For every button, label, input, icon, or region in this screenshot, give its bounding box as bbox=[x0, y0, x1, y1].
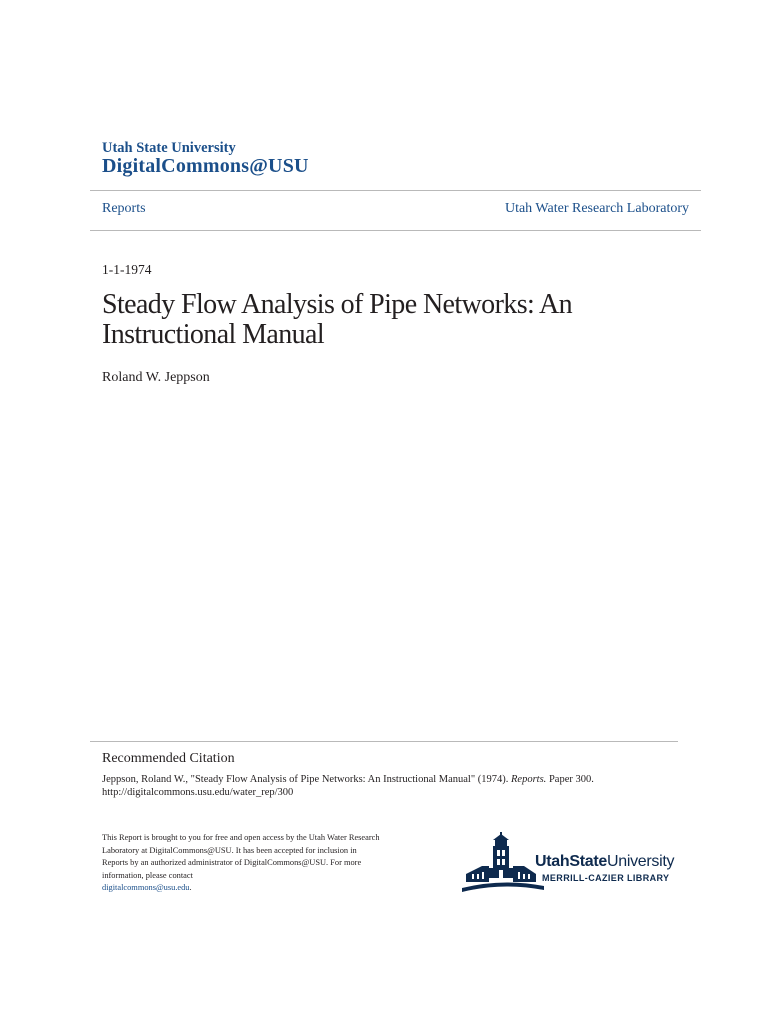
citation-paper: Paper 300. bbox=[546, 774, 594, 785]
header-divider-bottom bbox=[90, 230, 701, 231]
access-notice bbox=[102, 832, 384, 895]
logo-wordmark-bold: UtahState bbox=[535, 853, 607, 870]
logo-wordmark-light: University bbox=[606, 853, 675, 870]
citation-heading: Recommended Citation bbox=[102, 751, 235, 766]
document-author: Roland W. Jeppson bbox=[102, 370, 210, 385]
citation-url[interactable]: http://digitalcommons.usu.edu/water_rep/300 bbox=[102, 787, 294, 798]
header-divider-top bbox=[90, 190, 701, 191]
repository-name[interactable]: DigitalCommons@USU bbox=[102, 155, 309, 177]
citation-divider bbox=[90, 741, 678, 742]
collection-link[interactable]: Reports bbox=[102, 201, 146, 216]
publication-date: 1-1-1974 bbox=[102, 262, 152, 277]
contact-email-link[interactable]: digitalcommons@usu.edu bbox=[102, 883, 190, 893]
document-title: Steady Flow Analysis of Pipe Networks: An Instructional Manual bbox=[102, 289, 573, 350]
department-link[interactable]: Utah Water Research Laboratory bbox=[504, 201, 689, 216]
access-notice-text: This Report is brought to you for free and open access by the Utah Water Research Laboratory at DigitalCommons@USU. It has been accepted for inclusion in Reports by an authorized administrator of DigitalCommons@USU. For more information, please contact bbox=[102, 833, 380, 880]
institution-name: Utah State University bbox=[102, 140, 236, 156]
access-notice-end: . bbox=[189, 883, 192, 893]
citation-series: Reports. bbox=[511, 774, 547, 785]
citation-body: Jeppson, Roland W., "Steady Flow Analysis of Pipe Networks: An Instructional Manual" (1974). bbox=[102, 774, 512, 785]
logo-wordmark bbox=[535, 853, 674, 871]
logo-subtitle: MERRILL-CAZIER LIBRARY bbox=[542, 873, 670, 883]
citation-text bbox=[102, 773, 662, 799]
